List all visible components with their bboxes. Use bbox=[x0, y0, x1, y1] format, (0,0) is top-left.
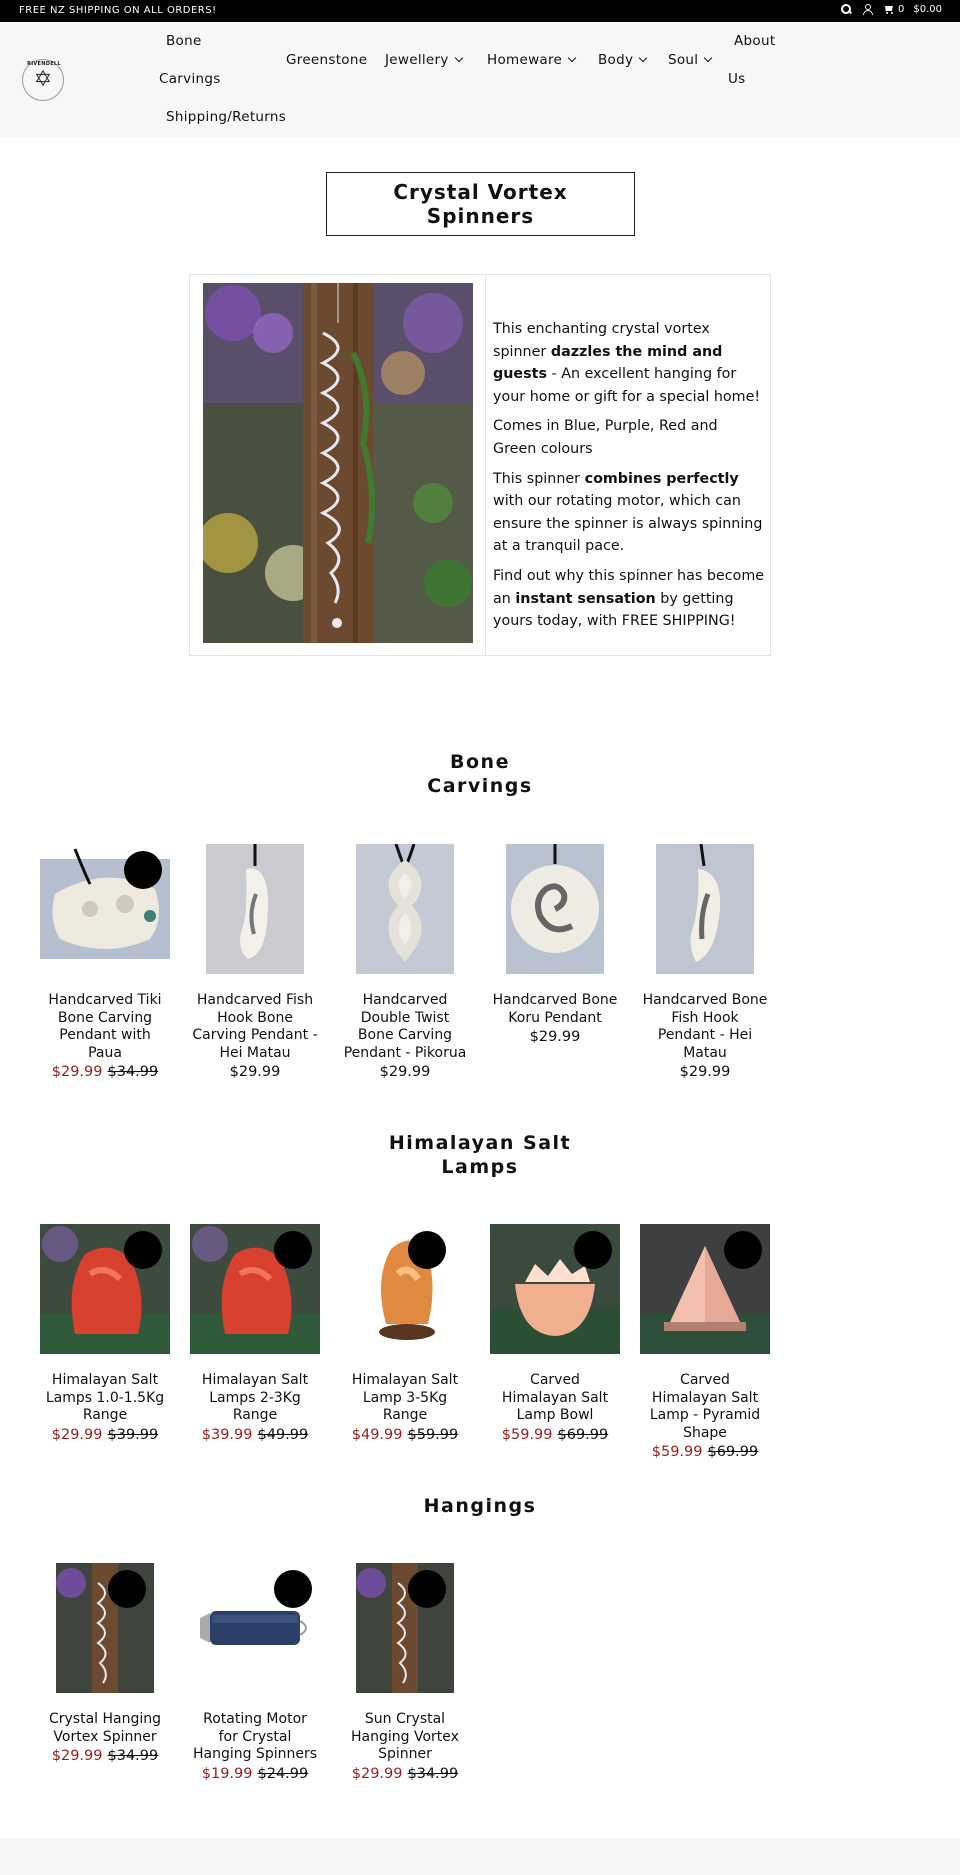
chevron-down-icon bbox=[568, 54, 576, 62]
sale-price: $59.99 bbox=[501, 1426, 553, 1443]
product-card[interactable] bbox=[340, 1563, 470, 1783]
site-footer bbox=[0, 1838, 960, 1875]
site-logo[interactable] bbox=[22, 59, 64, 101]
product-name[interactable]: Himalayan Salt Lamps 2-3Kg Range bbox=[201, 1372, 309, 1423]
intro-paragraph: This spinner combines perfectly with our rotating motor, which can ensure the spinner is always spinning at a tranquil pace. bbox=[493, 470, 763, 555]
product-image[interactable] bbox=[356, 1224, 454, 1354]
product-card[interactable] bbox=[190, 1563, 320, 1783]
product-name[interactable]: Crystal Hanging Vortex Spinner bbox=[48, 1711, 162, 1745]
sale-badge bbox=[108, 1570, 146, 1608]
intro-panel bbox=[189, 274, 771, 656]
product-card[interactable] bbox=[190, 1224, 320, 1444]
nav-greenstone[interactable]: Greenstone bbox=[286, 52, 368, 68]
announcement-bar bbox=[0, 0, 960, 22]
compare-price: $69.99 bbox=[707, 1444, 759, 1460]
product-name[interactable]: Handcarved Bone Koru Pendant bbox=[492, 992, 618, 1026]
chevron-down-icon bbox=[639, 54, 647, 62]
intro-description bbox=[493, 318, 765, 640]
sale-badge bbox=[124, 851, 162, 889]
cart-icon bbox=[883, 4, 895, 15]
site-header bbox=[0, 22, 960, 137]
sale-badge bbox=[574, 1231, 612, 1269]
product-price bbox=[340, 1426, 470, 1444]
chevron-down-icon bbox=[704, 54, 712, 62]
product-image[interactable] bbox=[190, 1563, 320, 1693]
product-image[interactable] bbox=[640, 1224, 770, 1354]
chevron-down-icon bbox=[454, 54, 462, 62]
compare-price: $69.99 bbox=[557, 1426, 609, 1443]
product-name[interactable]: Carved Himalayan Salt Lamp - Pyramid Shape bbox=[649, 1372, 761, 1441]
search-icon[interactable] bbox=[841, 4, 852, 15]
product-image[interactable] bbox=[56, 1563, 154, 1693]
nav-carvings[interactable]: Carvings bbox=[159, 71, 221, 87]
product-name[interactable]: Handcarved Bone Fish Hook Pendant - Hei Matau bbox=[642, 992, 768, 1061]
page-title bbox=[326, 172, 635, 236]
nav-about[interactable]: About bbox=[734, 33, 776, 49]
product-image[interactable] bbox=[40, 844, 170, 974]
page-title-line2: Spinners bbox=[426, 204, 535, 228]
section-title-line2: Lamps bbox=[441, 1156, 519, 1178]
product-price bbox=[40, 1747, 170, 1765]
nav-bone[interactable]: Bone bbox=[166, 33, 202, 49]
product-price: $29.99 bbox=[379, 1064, 431, 1080]
product-name[interactable]: Handcarved Fish Hook Bone Carving Pendant - Hei Matau bbox=[192, 992, 318, 1061]
product-card[interactable] bbox=[40, 1563, 170, 1765]
product-price bbox=[640, 1443, 770, 1461]
sale-price: $59.99 bbox=[651, 1444, 703, 1460]
product-name[interactable]: Sun Crystal Hanging Vortex Spinner bbox=[351, 1711, 459, 1762]
product-price bbox=[340, 1765, 470, 1783]
nav-soul-label: Soul bbox=[668, 52, 699, 68]
product-card[interactable] bbox=[490, 1224, 620, 1444]
product-image[interactable] bbox=[490, 1224, 620, 1354]
nav-homeware-label: Homeware bbox=[487, 52, 563, 68]
product-name[interactable]: Rotating Motor for Crystal Hanging Spinners bbox=[192, 1711, 318, 1762]
compare-price: $49.99 bbox=[257, 1426, 309, 1443]
nav-shipping-returns[interactable]: Shipping/Returns bbox=[166, 109, 287, 125]
sale-price: $29.99 bbox=[51, 1064, 103, 1080]
product-name[interactable]: Carved Himalayan Salt Lamp Bowl bbox=[501, 1372, 609, 1423]
section-title-bone-carvings bbox=[380, 750, 580, 798]
section-title-line1: Himalayan Salt bbox=[388, 1132, 572, 1154]
compare-price: $24.99 bbox=[257, 1765, 309, 1782]
product-price: $29.99 bbox=[679, 1064, 731, 1080]
compare-price: $34.99 bbox=[407, 1765, 459, 1782]
nav-homeware[interactable] bbox=[487, 52, 575, 68]
nav-us[interactable]: Us bbox=[728, 71, 746, 87]
nav-body-label: Body bbox=[598, 52, 634, 68]
product-price bbox=[40, 1426, 170, 1444]
sale-price: $19.99 bbox=[201, 1765, 253, 1782]
product-image[interactable] bbox=[40, 1224, 170, 1354]
intro-paragraph: This enchanting crystal vortex spinner dazzles the mind and guests - An excellent hanging for your home or gift for a special home! bbox=[493, 321, 761, 405]
product-card[interactable] bbox=[640, 1224, 770, 1461]
nav-soul[interactable] bbox=[668, 52, 711, 68]
cart-link[interactable] bbox=[883, 4, 942, 15]
star-icon: ✡ bbox=[33, 67, 53, 92]
announcement-text: FREE NZ SHIPPING ON ALL ORDERS! bbox=[19, 5, 217, 16]
compare-price: $34.99 bbox=[107, 1748, 159, 1764]
sale-badge bbox=[408, 1570, 446, 1608]
product-card[interactable] bbox=[190, 844, 320, 1081]
product-card[interactable] bbox=[640, 844, 770, 1081]
section-title-salt-lamps bbox=[380, 1131, 580, 1179]
sale-badge bbox=[274, 1570, 312, 1608]
sale-price: $29.99 bbox=[51, 1748, 103, 1764]
product-image[interactable] bbox=[206, 844, 304, 974]
intro-divider bbox=[485, 275, 486, 655]
sale-price: $39.99 bbox=[201, 1426, 253, 1443]
sale-badge bbox=[724, 1231, 762, 1269]
sale-price: $49.99 bbox=[351, 1426, 403, 1443]
product-name[interactable]: Handcarved Double Twist Bone Carving Pendant - Pikorua bbox=[343, 992, 467, 1061]
product-image[interactable] bbox=[190, 1224, 320, 1354]
product-name[interactable]: Himalayan Salt Lamps 1.0-1.5Kg Range bbox=[45, 1372, 165, 1423]
nav-jewellery[interactable] bbox=[385, 52, 462, 68]
sale-badge bbox=[274, 1231, 312, 1269]
cart-total: $0.00 bbox=[913, 4, 942, 15]
product-image[interactable] bbox=[356, 1563, 454, 1693]
sale-price: $29.99 bbox=[51, 1426, 103, 1443]
nav-body[interactable] bbox=[598, 52, 646, 68]
product-card[interactable] bbox=[340, 844, 470, 1081]
sale-badge bbox=[408, 1231, 446, 1269]
product-card[interactable] bbox=[40, 1224, 170, 1444]
product-image[interactable] bbox=[506, 844, 604, 974]
section-title-line2: Carvings bbox=[427, 775, 533, 797]
product-card[interactable] bbox=[490, 844, 620, 1046]
product-price bbox=[190, 1426, 320, 1444]
compare-price: $59.99 bbox=[407, 1426, 459, 1443]
section-title-hangings: Hangings bbox=[423, 1495, 537, 1517]
intro-paragraph: Find out why this spinner has become an instant sensation by getting yours today, with FREE SHIPPING! bbox=[493, 567, 765, 630]
product-image[interactable] bbox=[356, 844, 454, 974]
compare-price: $34.99 bbox=[107, 1064, 159, 1080]
spinner-photo bbox=[203, 283, 473, 643]
product-price bbox=[40, 1063, 170, 1081]
product-price: $29.99 bbox=[229, 1064, 281, 1080]
account-icon[interactable] bbox=[862, 4, 873, 15]
sale-price: $29.99 bbox=[351, 1765, 403, 1782]
page-title-line1: Crystal Vortex bbox=[393, 180, 568, 204]
sale-badge bbox=[124, 1231, 162, 1269]
intro-paragraph: Comes in Blue, Purple, Red and Green colours bbox=[493, 418, 718, 457]
product-name[interactable]: Himalayan Salt Lamp 3-5Kg Range bbox=[351, 1372, 459, 1423]
product-card[interactable] bbox=[340, 1224, 470, 1444]
product-price bbox=[190, 1765, 320, 1783]
product-price bbox=[490, 1426, 620, 1444]
logo-text: RIVENDELL bbox=[27, 61, 61, 67]
product-card[interactable] bbox=[40, 844, 170, 1081]
product-image[interactable] bbox=[656, 844, 754, 974]
nav-jewellery-label: Jewellery bbox=[385, 52, 449, 68]
compare-price: $39.99 bbox=[107, 1426, 159, 1443]
cart-count: 0 bbox=[897, 4, 905, 15]
product-price: $29.99 bbox=[529, 1029, 581, 1045]
product-name[interactable]: Handcarved Tiki Bone Carving Pendant with Paua bbox=[48, 992, 162, 1061]
section-title-line1: Bone bbox=[450, 751, 510, 773]
